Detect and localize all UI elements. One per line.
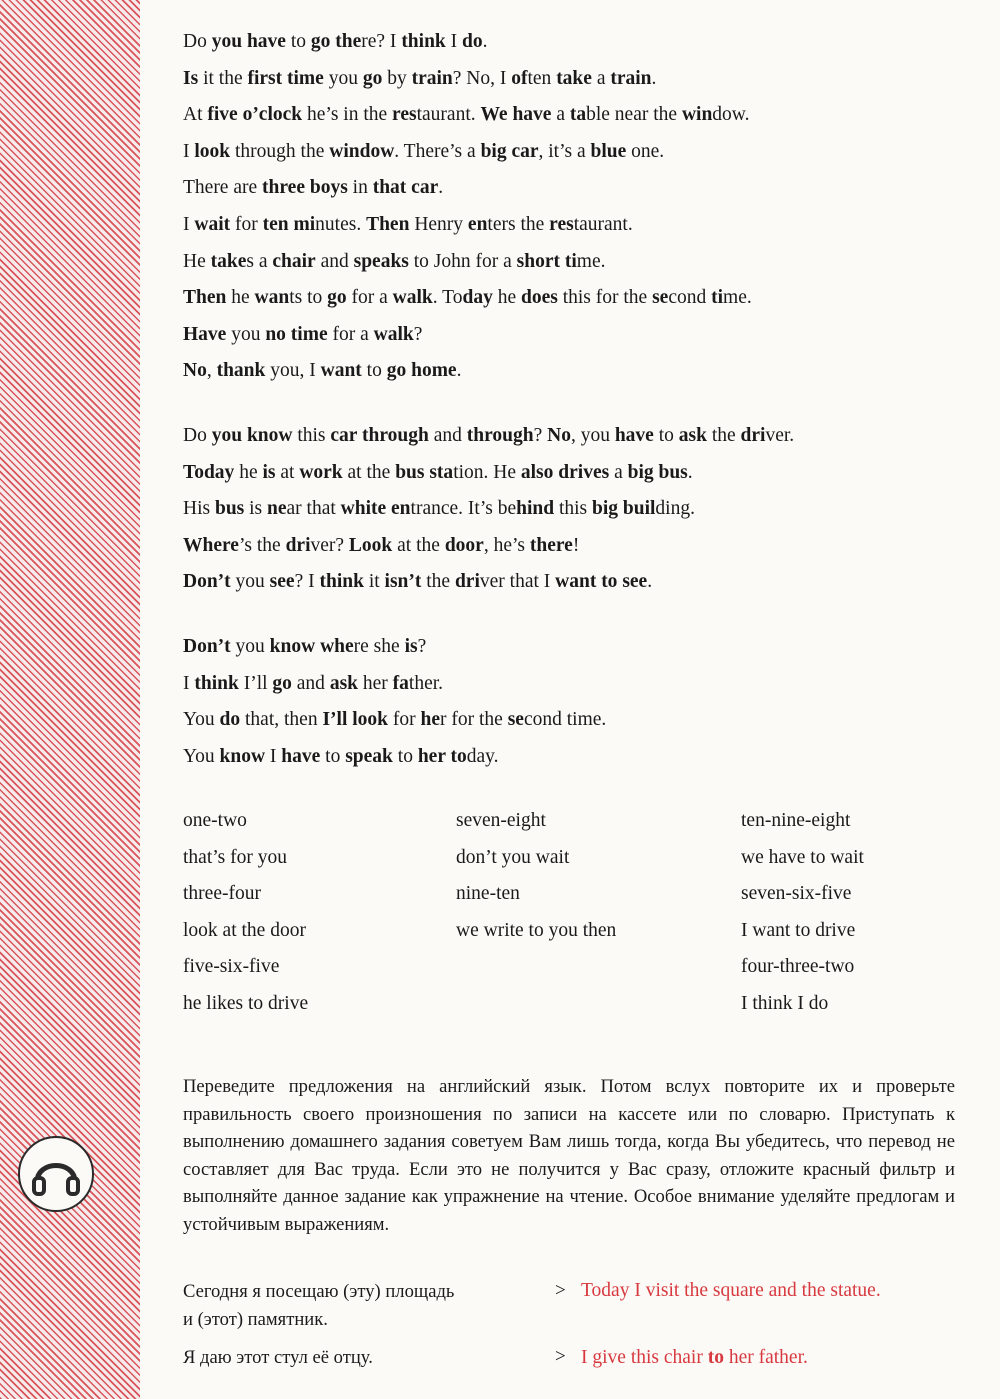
stressed-word: chair	[272, 250, 316, 272]
text-segment: and	[291, 672, 330, 694]
stressed-word: think	[194, 672, 239, 694]
sentence-line	[183, 244, 963, 281]
stressed-word: short ti	[516, 250, 577, 272]
text-segment: I	[183, 140, 195, 162]
text-segment: ver that I	[479, 571, 556, 593]
word-column-item: we have to wait	[741, 846, 864, 868]
stressed-word: Today	[183, 461, 235, 483]
stressed-word: I’ll look	[322, 709, 389, 731]
stressed-word: white en	[340, 498, 411, 520]
word-column-item: three-four	[183, 883, 261, 905]
text-segment: taurant.	[416, 104, 481, 126]
paragraph-gap	[183, 601, 963, 629]
stressed-word: Then	[183, 287, 227, 309]
text-segment: this	[554, 498, 592, 520]
stressed-word: ne	[267, 498, 287, 520]
exercise-2-russian-line-1: Я даю этот стул её отцу.	[183, 1347, 373, 1368]
text-segment: Henry	[409, 213, 468, 235]
stressed-word: ti	[711, 287, 724, 309]
text-segment: . To	[432, 287, 463, 309]
stressed-word: fa	[392, 672, 409, 694]
stressed-word: go home	[386, 360, 457, 382]
text-segment: . There’s a	[394, 140, 481, 162]
sentence-line	[183, 280, 963, 317]
sentence-line	[183, 97, 963, 134]
stressed-word: go	[362, 67, 383, 89]
text-segment: I’ll	[238, 672, 273, 694]
stressed-word: big car	[480, 140, 539, 162]
word-column-item: ten-nine-eight	[741, 810, 851, 832]
text-segment: Do	[183, 424, 212, 446]
text-segment: His	[183, 498, 215, 520]
text-segment: trance. It’s be	[410, 498, 517, 520]
stressed-word: res	[549, 213, 574, 235]
text-segment: ar that	[286, 498, 341, 520]
text-segment: You	[183, 709, 220, 731]
exercise-1-russian-line-2: и (этот) памятник.	[183, 1308, 328, 1330]
stressed-word: speak	[345, 745, 393, 767]
reading-text	[183, 24, 963, 1023]
text-segment: this for the	[557, 287, 653, 309]
stressed-word: dri	[740, 424, 766, 446]
text-segment: to John for a	[408, 250, 517, 272]
text-segment: cond time.	[523, 709, 607, 731]
text-segment: to	[653, 424, 679, 446]
text-segment: by	[382, 67, 412, 89]
stressed-word: big buil	[592, 498, 656, 520]
word-column-item: look at the door	[183, 919, 306, 941]
stressed-word: know	[219, 745, 266, 767]
stressed-word: ten mi	[262, 213, 316, 235]
stressed-word: Don’t	[183, 635, 231, 657]
word-column-item: four-three-two	[741, 956, 855, 978]
text-segment: is	[244, 498, 268, 520]
text-segment: for	[230, 213, 263, 235]
text-segment: ten	[527, 67, 557, 89]
text-segment: Do	[183, 31, 212, 52]
stressed-word: that car	[372, 177, 439, 199]
stressed-word: Then	[366, 213, 410, 235]
word-column-3	[741, 803, 864, 1022]
text-segment: ,	[206, 360, 217, 382]
stressed-word: have	[614, 424, 654, 446]
stressed-word: No	[547, 424, 571, 446]
exercise-2-answer	[581, 1347, 808, 1369]
stressed-word: have	[281, 745, 321, 767]
stressed-word: take	[210, 250, 247, 272]
sentence-line	[183, 564, 963, 601]
sentence-line	[183, 61, 963, 98]
text-segment: ?	[533, 424, 548, 446]
text-segment: ver.	[765, 424, 795, 446]
text-segment: to	[361, 360, 387, 382]
text-segment: re she	[353, 635, 405, 657]
text-segment: to	[392, 745, 418, 767]
text-segment: Today I visit the square and the statue.	[581, 1280, 881, 1301]
stressed-word: Where	[183, 534, 239, 556]
word-column-1	[183, 803, 308, 1022]
word-column-item: seven-eight	[456, 810, 546, 832]
stressed-word: train	[610, 67, 652, 89]
stressed-word: see	[622, 571, 648, 593]
text-segment: her	[358, 672, 393, 694]
text-segment: , he’s	[483, 534, 530, 556]
text-segment: I	[183, 213, 195, 235]
stressed-word: want	[555, 571, 597, 593]
text-segment: you, I	[265, 360, 321, 382]
stressed-word: is	[404, 635, 418, 657]
paragraph-gap	[183, 390, 963, 418]
stressed-word: wan	[254, 287, 290, 309]
text-segment: a	[591, 67, 611, 89]
stressed-word: Don’t	[183, 571, 231, 593]
text-segment: nutes.	[315, 213, 367, 235]
word-column-item: I think I do	[741, 992, 829, 1014]
stressed-word: the	[335, 31, 362, 52]
stressed-word: five o’clock	[207, 104, 303, 126]
stressed-word: ta	[569, 104, 587, 126]
stressed-word: en	[467, 213, 488, 235]
exercise-1-answer	[581, 1280, 881, 1302]
stressed-word: blue	[590, 140, 627, 162]
stressed-word: he	[420, 709, 441, 731]
stressed-word: her to	[417, 745, 467, 767]
stressed-word: first time	[247, 67, 324, 89]
text-segment: There are	[183, 177, 263, 199]
word-column-item: five-six-five	[183, 956, 280, 978]
text-segment: that, then	[240, 709, 323, 731]
text-segment: it	[363, 571, 385, 593]
stressed-word: you know	[211, 424, 293, 446]
text-segment: ts to	[289, 287, 328, 309]
text-segment: her father.	[723, 1347, 808, 1368]
text-segment: You	[183, 745, 220, 767]
stressed-word: Is	[183, 67, 199, 89]
sentence-line	[183, 353, 963, 390]
stressed-word: car through	[330, 424, 429, 446]
exercise-1-russian	[183, 1278, 454, 1333]
text-segment: ding.	[655, 498, 695, 520]
text-segment: s a	[246, 250, 273, 272]
word-columns	[183, 803, 963, 1023]
stressed-word: do	[462, 31, 483, 52]
stressed-word: go	[272, 672, 292, 694]
stressed-word: thank	[216, 360, 266, 382]
stressed-word: bus	[395, 461, 425, 483]
stressed-word: wait	[194, 213, 231, 235]
text-segment: he’s in the	[302, 104, 393, 126]
stressed-word: does	[521, 287, 558, 309]
stressed-word: hind	[516, 498, 555, 520]
exercise-2-russian	[183, 1344, 373, 1372]
text-segment: and	[315, 250, 354, 272]
text-segment: .	[482, 31, 488, 52]
sentence-line	[183, 24, 963, 61]
paragraph	[183, 629, 963, 775]
text-segment: ? I	[294, 571, 320, 593]
paragraph	[183, 418, 963, 601]
stressed-word: se	[652, 287, 669, 309]
text-segment: I	[445, 31, 463, 52]
text-segment: At	[183, 104, 208, 126]
text-segment: and	[428, 424, 467, 446]
sentence-paragraphs	[183, 24, 963, 775]
sentence-line	[183, 739, 963, 776]
text-segment: r for the	[440, 709, 508, 731]
text-segment: dow.	[712, 104, 750, 126]
headphones-icon	[18, 1136, 94, 1212]
word-column-item: I want to drive	[741, 919, 856, 941]
stressed-word: train	[411, 67, 453, 89]
stressed-word: go	[310, 31, 331, 52]
text-segment: ters the	[487, 213, 550, 235]
stressed-word: No	[183, 360, 207, 382]
text-segment: .	[647, 571, 653, 593]
text-segment: for	[388, 709, 421, 731]
stressed-word: win	[681, 104, 713, 126]
stressed-word: no time	[265, 323, 328, 345]
text-segment: , it’s a	[538, 140, 591, 162]
text-segment: !	[572, 534, 580, 556]
text-segment: ?	[417, 635, 427, 657]
stressed-word: want	[320, 360, 362, 382]
sentence-line	[183, 666, 963, 703]
text-segment: .	[651, 67, 657, 89]
text-segment: ?	[413, 323, 423, 345]
sentence-line	[183, 207, 963, 244]
text-segment: .	[438, 177, 444, 199]
stressed-word: window	[329, 140, 395, 162]
paragraph	[183, 24, 963, 390]
sentence-line	[183, 629, 963, 666]
stressed-word: work	[299, 461, 343, 483]
text-segment: you	[230, 571, 270, 593]
word-column-item: that’s for you	[183, 846, 287, 868]
stressed-word: isn’t	[384, 571, 422, 593]
text-segment: ther.	[408, 672, 444, 694]
text-segment: ? No, I	[452, 67, 512, 89]
text-segment: at the	[342, 461, 396, 483]
stressed-word: dri	[454, 571, 480, 593]
stressed-word: take	[556, 67, 592, 89]
text-segment: at the	[392, 534, 445, 556]
text-segment: .	[687, 461, 693, 483]
text-segment: in	[347, 177, 373, 199]
stressed-word: sta	[429, 461, 454, 483]
word-column-2	[456, 803, 616, 949]
text-segment: tion. He	[453, 461, 521, 483]
sentence-line	[183, 455, 963, 492]
stressed-word: think	[401, 31, 446, 52]
text-segment: day.	[466, 745, 499, 767]
stressed-word: is	[262, 461, 276, 483]
stressed-word: dri	[285, 534, 311, 556]
word-column-item: we write to you then	[456, 919, 617, 941]
text-segment: through the	[230, 140, 330, 162]
exercise-1-russian-line-1: Сегодня я посещаю (эту) площадь	[183, 1281, 455, 1302]
stressed-word: speaks	[353, 250, 409, 272]
stressed-word: day	[462, 287, 493, 309]
text-segment: , you	[570, 424, 615, 446]
stressed-word: bus	[214, 498, 245, 520]
stressed-word: Have	[183, 323, 227, 345]
text-segment: for a	[327, 323, 374, 345]
stressed-word: to	[601, 571, 618, 593]
text-segment: it the	[198, 67, 248, 89]
stressed-word: know whe	[269, 635, 354, 657]
text-segment: I	[183, 672, 195, 694]
text-segment: ’s the	[238, 534, 286, 556]
text-segment: for a	[346, 287, 393, 309]
stressed-word: walk	[392, 287, 433, 309]
text-segment: this	[292, 424, 331, 446]
stressed-word: three	[262, 177, 305, 199]
text-segment: taurant.	[573, 213, 633, 235]
stressed-word: of	[511, 67, 528, 89]
text-segment: me.	[576, 250, 606, 272]
stressed-word: see	[269, 571, 295, 593]
text-segment: he	[226, 287, 255, 309]
sentence-line	[183, 418, 963, 455]
text-segment: he	[234, 461, 263, 483]
word-column-item: don’t you wait	[456, 846, 570, 868]
text-segment: he	[492, 287, 521, 309]
stressed-word: boys	[309, 177, 348, 199]
word-column-item: nine-ten	[456, 883, 520, 905]
text-segment: to	[285, 31, 311, 52]
text-segment: me.	[723, 287, 752, 309]
stressed-word: walk	[373, 323, 414, 345]
sentence-line	[183, 170, 963, 207]
text-segment: ble near the	[586, 104, 682, 126]
word-column-item: one-two	[183, 810, 247, 832]
text-segment: cond	[668, 287, 712, 309]
text-segment: re? I	[361, 31, 402, 52]
text-segment: at	[275, 461, 300, 483]
text-segment: .	[456, 360, 462, 382]
stressed-word: look	[194, 140, 231, 162]
text-segment: a	[609, 461, 628, 483]
stressed-word: big bus	[627, 461, 688, 483]
text-segment: you	[230, 635, 270, 657]
text-segment: one.	[626, 140, 665, 162]
text-segment: the	[421, 571, 455, 593]
sentence-line	[183, 491, 963, 528]
word-column-item: seven-six-five	[741, 883, 852, 905]
text-segment: you	[323, 67, 363, 89]
text-segment: I give this chair	[581, 1347, 708, 1368]
stressed-word: to	[707, 1347, 724, 1368]
text-segment: a	[551, 104, 570, 126]
arrow-marker: >	[555, 1280, 566, 1301]
text-segment: He	[183, 250, 211, 272]
arrow-marker: >	[555, 1346, 566, 1367]
text-segment: to	[320, 745, 346, 767]
stressed-word: Look	[348, 534, 393, 556]
text-segment: ver?	[310, 534, 349, 556]
stressed-word: do	[219, 709, 241, 731]
stressed-word: ask	[329, 672, 358, 694]
stressed-word: ask	[678, 424, 707, 446]
stressed-word: We have	[480, 104, 552, 126]
stressed-word: there	[529, 534, 573, 556]
text-segment: I	[265, 745, 282, 767]
text-segment: the	[706, 424, 741, 446]
text-segment: you	[226, 323, 266, 345]
stressed-word: go	[327, 287, 347, 309]
sentence-line	[183, 317, 963, 354]
sentence-line	[183, 702, 963, 739]
stressed-word: door	[444, 534, 484, 556]
stressed-word: se	[507, 709, 524, 731]
stressed-word: also drives	[520, 461, 610, 483]
sentence-line	[183, 528, 963, 565]
stressed-word: res	[392, 104, 417, 126]
word-column-item: he likes to drive	[183, 992, 309, 1014]
stressed-word: you have	[211, 31, 286, 52]
stressed-word: through	[466, 424, 534, 446]
instruction-text: Переведите предложения на английский язык. Потом вслух повторите их и проверьте правильность своего произношения по записи на кассете или по словарю. Приступать к выполнению домашнего задания советуем Вам лишь тогда, когда Вы убедитесь, что перевод не составляет для Вас труда. Если это не получится у Вас сразу, отложите красный фильтр и выполняйте данное задание как упражнение на чтение. Особое внимание уделяйте предлогам и устойчивым выражениям.	[183, 1076, 955, 1235]
sentence-line	[183, 134, 963, 171]
stressed-word: think	[319, 571, 364, 593]
